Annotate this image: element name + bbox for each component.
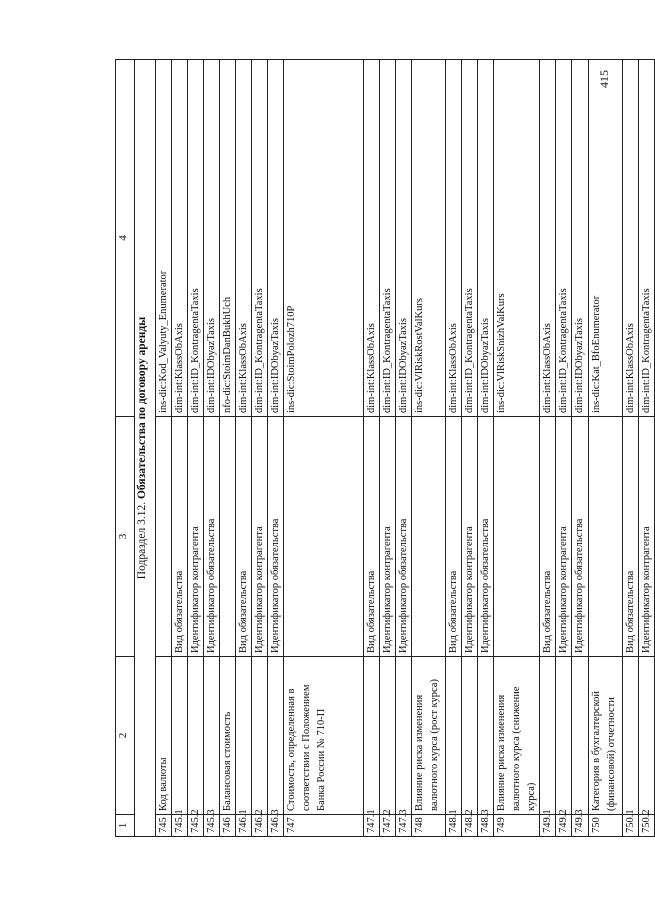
cell-c3: Вид обязательства — [364, 417, 380, 657]
table-row — [364, 60, 380, 837]
cell-c1: 748 — [412, 815, 446, 837]
section-title-row — [135, 60, 156, 837]
cell-c4: dim-int:IDObyazTaxis — [572, 60, 589, 417]
cell-c1: 745 — [156, 815, 172, 837]
cell-c2 — [236, 657, 252, 815]
cell-c4: dim-int:IDObyazTaxis — [478, 60, 494, 417]
cell-c2: Категория в бухгалтерской (финансовой) отчетности — [589, 657, 623, 815]
table-row — [540, 60, 556, 837]
cell-c1: 748.3 — [478, 815, 494, 837]
cell-c4: dim-int:IDObyazTaxis — [204, 60, 220, 417]
cell-c2 — [172, 657, 188, 815]
cell-c4: dim-int:KlassObAxis — [446, 60, 462, 417]
cell-c4: dim-int:ID_KontragentaTaxis — [252, 60, 268, 417]
cell-c1: 747.1 — [364, 815, 380, 837]
cell-c3: Идентификатор контрагента — [462, 417, 478, 657]
table-row — [220, 60, 236, 837]
cell-c3 — [220, 417, 236, 657]
cell-c1: 746 — [220, 815, 236, 837]
table-row — [572, 60, 589, 837]
column-number-row — [116, 60, 135, 837]
cell-c1: 749 — [494, 815, 540, 837]
cell-c4: dim-int:ID_KontragentaTaxis — [380, 60, 396, 417]
cell-c1: 748.2 — [462, 815, 478, 837]
cell-c4: dim-int:KlassObAxis — [172, 60, 188, 417]
cell-c1: 748.1 — [446, 815, 462, 837]
cell-c1: 749.1 — [540, 815, 556, 837]
cell-c2 — [623, 657, 639, 815]
cell-c3: Вид обязательства — [540, 417, 556, 657]
cell-c2 — [396, 657, 412, 815]
cell-c1: 746.1 — [236, 815, 252, 837]
cell-c1: 749.2 — [556, 815, 572, 837]
cell-c3: Идентификатор обязательства — [396, 417, 412, 657]
cell-c3 — [156, 417, 172, 657]
cell-c1: 750.2 — [639, 815, 655, 837]
cell-c3: Идентификатор контрагента — [380, 417, 396, 657]
table-row — [172, 60, 188, 837]
table-row — [188, 60, 204, 837]
cell-c4: dim-int:KlassObAxis — [236, 60, 252, 417]
cell-c4: dim-int:KlassObAxis — [623, 60, 639, 417]
table-row — [446, 60, 462, 837]
cell-c2: Код валюты — [156, 657, 172, 815]
cell-c4: dim-int:ID_KontragentaTaxis — [556, 60, 572, 417]
table-row — [412, 60, 446, 837]
cell-c3: Вид обязательства — [623, 417, 639, 657]
cell-c2 — [556, 657, 572, 815]
cell-c1: 747.3 — [396, 815, 412, 837]
cell-c1: 747.2 — [380, 815, 396, 837]
cell-c2: Балансовая стоимость — [220, 657, 236, 815]
cell-c3: Вид обязательства — [446, 417, 462, 657]
cell-c2: Стоимость, определенная в соответствии с Положением Банка России № 710-П — [284, 657, 364, 815]
table-row — [639, 60, 655, 837]
cell-c4: dim-int:KlassObAxis — [364, 60, 380, 417]
cell-c4: dim-int:ID_KontragentaTaxis — [639, 60, 655, 417]
cell-c4: ins-dic:Kod_Valyuty_Enumerator — [156, 60, 172, 417]
cell-c4: dim-int:ID_KontragentaTaxis — [188, 60, 204, 417]
cell-c3: Идентификатор контрагента — [252, 417, 268, 657]
table-row — [623, 60, 639, 837]
cell-c1: 745.2 — [188, 815, 204, 837]
cell-c1: 747 — [284, 815, 364, 837]
table-row — [396, 60, 412, 837]
column-header-2: 2 — [116, 657, 135, 815]
table-row — [589, 60, 623, 837]
section-title-prefix: Подраздел 3.12. — [136, 499, 148, 580]
cell-c1: 746.3 — [268, 815, 284, 837]
table-row — [236, 60, 252, 837]
cell-c2 — [639, 657, 655, 815]
cell-c3 — [412, 417, 446, 657]
cell-c4: dim-int:IDObyazTaxis — [268, 60, 284, 417]
cell-c3 — [284, 417, 364, 657]
cell-c3: Идентификатор обязательства — [572, 417, 589, 657]
table-row — [156, 60, 172, 837]
table-row — [462, 60, 478, 837]
cell-c4: dim-int:KlassObAxis — [540, 60, 556, 417]
column-header-4: 4 — [116, 60, 135, 417]
cell-c2 — [572, 657, 589, 815]
cell-c2: Влияние риска изменения валютного курса (рост курса) — [412, 657, 446, 815]
cell-c3: Вид обязательства — [236, 417, 252, 657]
cell-c3: Идентификатор контрагента — [188, 417, 204, 657]
table-row — [284, 60, 364, 837]
table-row — [268, 60, 284, 837]
cell-c2 — [188, 657, 204, 815]
table-row — [252, 60, 268, 837]
cell-c1: 745.1 — [172, 815, 188, 837]
cell-c3: Идентификатор контрагента — [556, 417, 572, 657]
table-row — [204, 60, 220, 837]
cell-c4: ins-dic:StoimPolozh710P — [284, 60, 364, 417]
cell-c4: dim-int:IDObyazTaxis — [396, 60, 412, 417]
cell-c2 — [204, 657, 220, 815]
cell-c2 — [364, 657, 380, 815]
section-title-bold: Обязательства по договору аренды — [136, 316, 148, 500]
cell-c2 — [446, 657, 462, 815]
cell-c2 — [540, 657, 556, 815]
cell-c2 — [252, 657, 268, 815]
cell-c4: ins-dic:Kat_BfoEnumerator — [589, 60, 623, 417]
cell-c3: Вид обязательства — [172, 417, 188, 657]
page-number: 415 — [597, 70, 611, 88]
cell-c3 — [589, 417, 623, 657]
cell-c1: 746.2 — [252, 815, 268, 837]
cell-c1: 749.3 — [572, 815, 589, 837]
cell-c4: ins-dic:VlRiskRostValKurs — [412, 60, 446, 417]
cell-c3: Идентификатор контрагента — [639, 417, 655, 657]
table-row — [380, 60, 396, 837]
cell-c2: Влияние риска изменения валютного курса (снижение курса) — [494, 657, 540, 815]
table-row — [478, 60, 494, 837]
cell-c2 — [478, 657, 494, 815]
table-row — [556, 60, 572, 837]
cell-c3 — [494, 417, 540, 657]
column-header-3: 3 — [116, 417, 135, 657]
cell-c4: nfo-dic:StoimDanBukhUch — [220, 60, 236, 417]
cell-c2 — [268, 657, 284, 815]
cell-c1: 750.1 — [623, 815, 639, 837]
cell-c2 — [380, 657, 396, 815]
section-title — [135, 60, 156, 837]
cell-c2 — [462, 657, 478, 815]
cell-c1: 745.3 — [204, 815, 220, 837]
column-header-1: 1 — [116, 815, 135, 837]
table-row — [494, 60, 540, 837]
cell-c4: dim-int:ID_KontragentaTaxis — [462, 60, 478, 417]
cell-c4: ins-dic:VlRiskSnizhValKurs — [494, 60, 540, 417]
cell-c3: Идентификатор обязательства — [204, 417, 220, 657]
cell-c1: 750 — [589, 815, 623, 837]
obligations-table — [115, 59, 655, 837]
cell-c3: Идентификатор обязательства — [478, 417, 494, 657]
cell-c3: Идентификатор обязательства — [268, 417, 284, 657]
